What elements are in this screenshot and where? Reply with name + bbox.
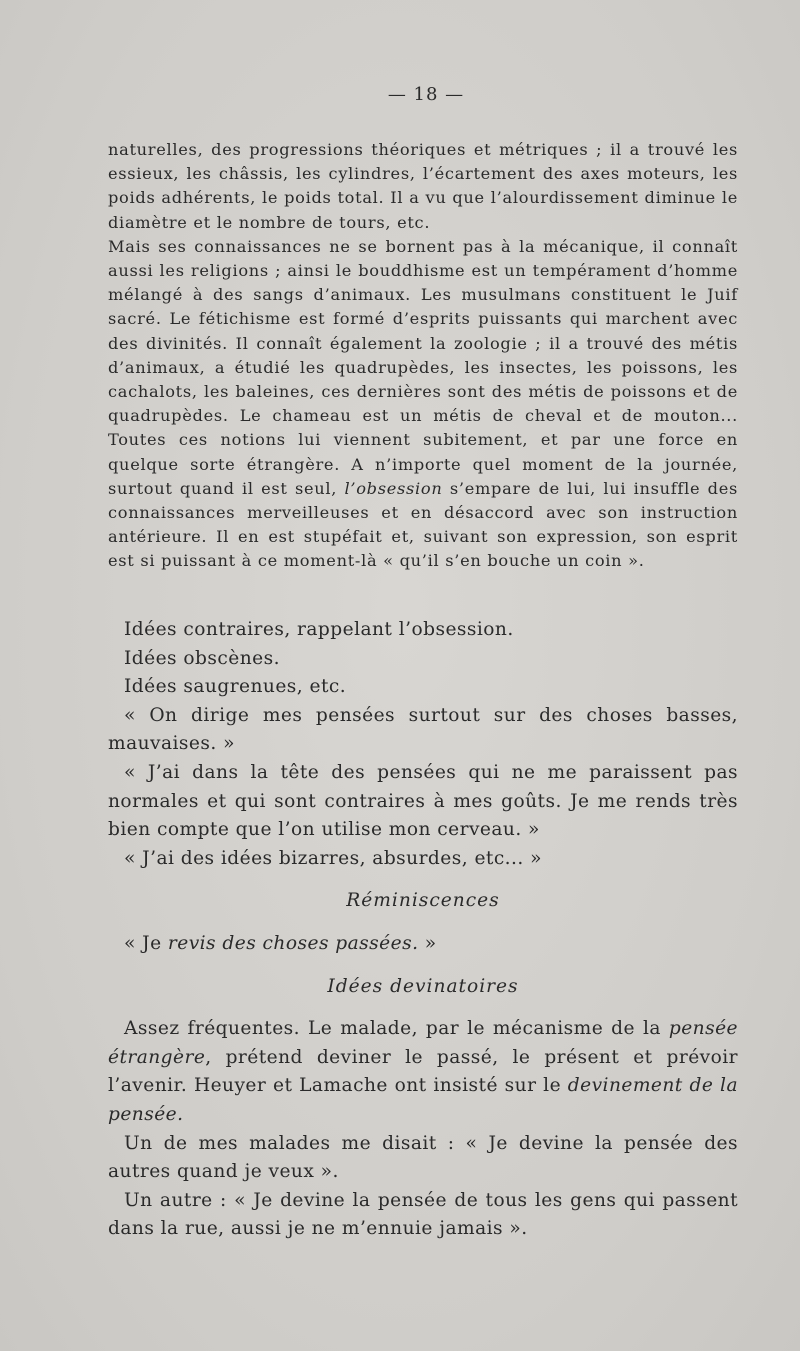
heading-reminiscences: Réminiscences [346, 890, 500, 912]
quote-bizarre-ideas: « J’ai des idées bizarres, absurdes, etc... » [124, 847, 542, 869]
quote-past-italic: revis des choses passées. [167, 932, 419, 954]
paragraph-knowledge-text-b: s’empare de lui, lui insuffle des connaissances merveilleuses et en désaccord avec son instruction antérieure. Il en est stupéfait et, suivant son expression, son esprit est si puissant à ce moment-là « qu’il s’en bouche un coin ». [108, 478, 739, 571]
case-description [108, 138, 738, 574]
idea-line-contrary: Idées contraires, rappelant l’obsession. [124, 619, 514, 640]
frequency-text-b: , prétend deviner le passé, le présent et prévoir l’avenir. Heuyer et Lamache ont insisté sur le [108, 1046, 738, 1097]
paragraph-knowledge [108, 235, 738, 574]
quote-past-close: » [418, 932, 437, 954]
paragraph-patient-one: Un de mes malades me disait : « Je devine la pensée des autres quand je veux ». [108, 1132, 738, 1183]
obsession-term: l’obsession [344, 478, 443, 498]
quote-abnormal-thoughts: « J’ai dans la tête des pensées qui ne me paraissent pas normales et qui sont contraires à mes goûts. Je me rends très bien compte que l’on utilise mon cerveau. » [108, 761, 738, 841]
paragraph-patient-two: Un autre : « Je devine la pensée de tous les gens qui passent dans la rue, aussi je ne m’ennuie jamais ». [108, 1189, 738, 1240]
idea-line-obscene: Idées obscènes. [124, 647, 280, 669]
paragraph-knowledge-text-a: Mais ses connaissances ne se bornent pas à la mécanique, il connaît aussi les religions ; ainsi le bouddhisme est un tempérament d’homme mélangé à des sangs d’animaux. Les musulmans constituent le Juif sacré. Le fétichisme est formé d’esprits puissants qui marchent avec des divinités. Il connaît également la zoologie ; il a trouvé des métis d’animaux, a étudié les quadrupèdes, les insectes, les poissons, les cachalots, les baleines, ces dernières sont des métis de poissons et de quadrupèdes. Le chameau est un métis de cheval et de mouton... Toutes ces notions lui viennent subitement, et par une force en quelque sorte étrangère. A n’importe quel moment de la journée, surtout quand il est seul, [108, 236, 738, 498]
thought-divining-term: devinement de la pensée. [108, 1075, 738, 1125]
heading-divinatory-ideas: Idées devinatoires [327, 975, 519, 997]
frequency-text-a: Assez fréquentes. Le malade, par le mécanisme de la [124, 1018, 669, 1040]
foreign-thought-term: pensée étrangère [108, 1018, 738, 1068]
quote-past-things [108, 930, 738, 959]
ideas-section [108, 616, 738, 1244]
idea-line-absurd: Idées saugrenues, etc. [124, 676, 347, 698]
paragraph-mechanics: naturelles, des progressions théoriques et métriques ; il a trouvé les essieux, les châssis, les cylindres, l’écartement des axes moteurs, les poids adhérents, le poids total. Il a vu que l’alourdissement diminue le diamètre et le nombre de tours, etc. [108, 140, 738, 232]
paragraph-frequency [108, 1015, 738, 1129]
quote-base-thoughts: « On dirige mes pensées surtout sur des choses basses, mauvaises. » [108, 704, 738, 755]
quote-past-open: « Je [124, 932, 168, 954]
page-number: — 18 — [387, 84, 465, 105]
